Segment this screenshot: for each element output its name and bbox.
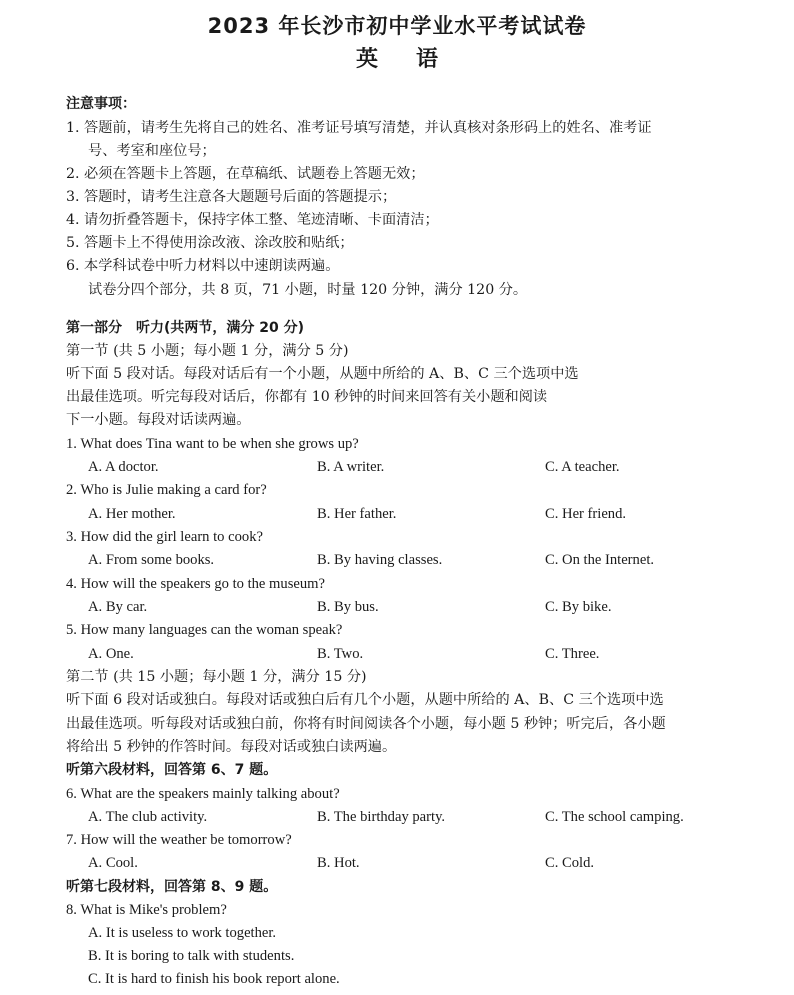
option-b: B. The birthday party. bbox=[317, 809, 446, 825]
question-7: 7. How will the weather be tomorrow? bbox=[66, 832, 292, 848]
section2-instruction: 将给出 5 秒钟的作答时间。每段对话或独白读两遍。 bbox=[66, 739, 397, 755]
note-item: 4. 请勿折叠答题卡，保持字体工整、笔迹清晰、卡面清洁； bbox=[66, 212, 439, 228]
question-5: 5. How many languages can the woman speak? bbox=[66, 622, 343, 638]
material-6-heading: 听第六段材料，回答第 6、7 题。 bbox=[66, 762, 278, 778]
section2-instruction: 听下面 6 段对话或独白。每段对话或独白后有几个小题，从题中所给的 A、B、C 三个选项中选 bbox=[66, 692, 664, 708]
section1-heading: 第一节 (共 5 小题；每小题 1 分，满分 5 分) bbox=[66, 343, 349, 359]
question-4: 4. How will the speakers go to the museum? bbox=[66, 576, 325, 592]
option-a: A. One. bbox=[88, 646, 134, 662]
option-a: A. Cool. bbox=[88, 855, 138, 871]
option-b: B. Two. bbox=[317, 646, 364, 662]
option-a: A. A doctor. bbox=[88, 459, 159, 475]
option-a: A. From some books. bbox=[88, 552, 215, 568]
option-b: B. It is boring to talk with students. bbox=[88, 948, 295, 964]
option-b: B. A writer. bbox=[317, 459, 385, 475]
question-1: 1. What does Tina want to be when she grows up? bbox=[66, 436, 359, 452]
question-2: 2. Who is Julie making a card for? bbox=[66, 482, 267, 498]
option-a: A. Her mother. bbox=[88, 506, 176, 522]
notes-heading: 注意事项： bbox=[66, 96, 136, 112]
option-b: B. Her father. bbox=[317, 506, 397, 522]
option-b: B. By having classes. bbox=[317, 552, 443, 568]
note-item: 2. 必须在答题卡上答题，在草稿纸、试题卷上答题无效； bbox=[66, 166, 425, 182]
option-b: B. By bus. bbox=[317, 599, 379, 615]
option-c: C. By bike. bbox=[545, 599, 612, 615]
section1-instruction: 听下面 5 段对话。每段对话后有一个小题，从题中所给的 A、B、C 三个选项中选 bbox=[66, 366, 579, 382]
note-item: 6. 本学科试卷中听力材料以中速朗读两遍。 bbox=[66, 258, 340, 274]
option-c: C. On the Internet. bbox=[545, 552, 655, 568]
question-3: 3. How did the girl learn to cook? bbox=[66, 529, 263, 545]
material-7-heading: 听第七段材料，回答第 8、9 题。 bbox=[66, 879, 278, 895]
note-item: 1. 答题前，请考生先将自己的姓名、准考证号填写清楚，并认真核对条形码上的姓名、准考证 bbox=[66, 120, 652, 136]
question-6: 6. What are the speakers mainly talking about? bbox=[66, 786, 340, 802]
exam-title: 2023 年长沙市初中学业水平考试试卷 bbox=[207, 14, 587, 38]
option-c: C. A teacher. bbox=[545, 459, 620, 475]
option-a: A. It is useless to work together. bbox=[88, 925, 277, 941]
note-item: 号、考室和座位号； bbox=[88, 143, 216, 159]
option-c: C. Her friend. bbox=[545, 506, 627, 522]
part1-heading: 第一部分 听力(共两节，满分 20 分) bbox=[66, 320, 305, 336]
question-8: 8. What is Mike's problem? bbox=[66, 902, 227, 918]
section2-heading: 第二节 (共 15 小题；每小题 1 分，满分 15 分) bbox=[66, 669, 367, 685]
option-c: C. Cold. bbox=[545, 855, 595, 871]
option-c: C. Three. bbox=[545, 646, 600, 662]
note-item: 试卷分四个部分，共 8 页，71 小题，时量 120 分钟，满分 120 分。 bbox=[88, 282, 528, 298]
option-a: A. By car. bbox=[88, 599, 148, 615]
option-c: C. It is hard to finish his book report alone. bbox=[88, 971, 340, 987]
section1-instruction: 出最佳选项。听完每段对话后，你都有 10 秒钟的时间来回答有关小题和阅读 bbox=[66, 389, 548, 405]
option-b: B. Hot. bbox=[317, 855, 360, 871]
exam-subject: 英语 bbox=[355, 47, 476, 72]
option-c: C. The school camping. bbox=[545, 809, 684, 825]
note-item: 3. 答题时，请考生注意各大题题号后面的答题提示； bbox=[66, 189, 397, 205]
section2-instruction: 出最佳选项。听每段对话或独白前，你将有时间阅读各个小题，每小题 5 秒钟；听完后，各小题 bbox=[66, 716, 666, 732]
section1-instruction: 下一小题。每段对话读两遍。 bbox=[66, 412, 251, 428]
option-a: A. The club activity. bbox=[88, 809, 208, 825]
note-item: 5. 答题卡上不得使用涂改液、涂改胶和贴纸； bbox=[66, 235, 354, 251]
